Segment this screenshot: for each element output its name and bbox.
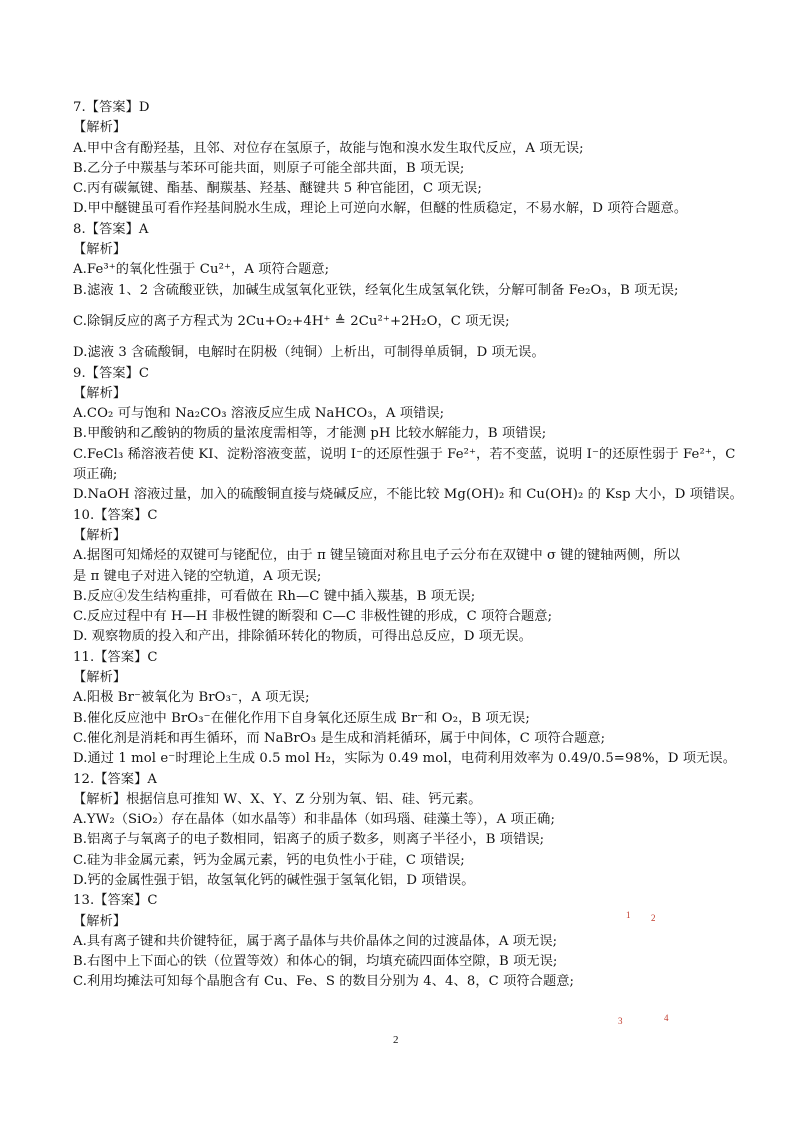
text-line: A.YW₂（SiO₂）存在晶体（如水晶等）和非晶体（如玛瑙、硅藻土等），A 项正确;	[73, 812, 555, 828]
spacer	[73, 332, 763, 343]
margin-mark: 2	[651, 913, 656, 923]
text-line: A.甲中含有酚羟基，且邻、对位存在氢原子，故能与饱和溴水发生取代反应，A 项无误;	[73, 140, 584, 156]
answer-heading-7: 7.【答案】D	[73, 100, 150, 115]
text-line: B.甲酸钠和乙酸钠的物质的量浓度需相等，才能测 pH 比较水解能力，B 项错误;	[73, 426, 547, 442]
analysis-label: 【解析】	[73, 913, 127, 929]
page-number: 2	[393, 1034, 399, 1046]
text-line: B.铝离子与氧离子的电子数相同，铝离子的质子数多，则离子半径小，B 项错误;	[73, 832, 545, 848]
analysis-label: 【解析】	[73, 670, 127, 686]
text-line: A.具有离子键和共价键特征，属于离子晶体与共价晶体之间的过渡晶体，A 项无误;	[73, 933, 558, 949]
analysis-label: 【解析】	[73, 120, 127, 136]
text-line: 是 π 键电子对进入铑的空轨道，A 项无误;	[73, 568, 322, 584]
answer-heading-8: 8.【答案】A	[73, 221, 149, 237]
analysis-label: 【解析】	[73, 242, 127, 258]
text-line: D.通过 1 mol e⁻时理论上生成 0.5 mol H₂，实际为 0.49 mol，电荷利用效率为 0.49/0.5=98%，D 项无误。	[73, 751, 736, 767]
text-line: B.乙分子中羰基与苯环可能共面，则原子可能全部共面，B 项无误;	[73, 160, 465, 176]
answer-heading-11: 11.【答案】C	[73, 649, 158, 665]
analysis-label: 【解析】根据信息可推知 W、X、Y、Z 分别为氧、铝、硅、钙元素。	[73, 791, 482, 807]
text-line: C.催化剂是消耗和再生循环，而 NaBrO₃ 是生成和消耗循环，属于中间体，C 项符合题意;	[73, 730, 606, 746]
text-line: B.反应④发生结构重排，可看做在 Rh—C 键中插入羰基，B 项无误;	[73, 588, 476, 604]
answer-heading-9: 9.【答案】C	[73, 365, 150, 381]
text-line: C.反应过程中有 H—H 非极性键的断裂和 C—C 非极性键的形成，C 项符合题意;	[73, 609, 553, 625]
text-line: A.阳极 Br⁻被氧化为 BrO₃⁻，A 项无误;	[73, 690, 310, 706]
text-line: C.利用均摊法可知每个晶胞含有 Cu、Fe、S 的数目分别为 4、4、8，C 项符合题意;	[73, 974, 575, 990]
text-line: C.FeCl₃ 稀溶液若使 KI、淀粉溶液变蓝，说明 I⁻的还原性强于 Fe²⁺，若不变蓝，说明 I⁻的还原性弱于 Fe²⁺，C	[73, 446, 736, 462]
spacer	[73, 301, 763, 312]
text-line: B.催化反应池中 BrO₃⁻在催化作用下自身氧化还原生成 Br⁻和 O₂，B 项无误;	[73, 710, 530, 726]
text-line: D.滤液 3 含硫酸铜，电解时在阴极（纯铜）上析出，可制得单质铜，D 项无误。	[73, 345, 545, 361]
text-line: A.据图可知烯烃的双键可与铑配位，由于 π 键呈镜面对称且电子云分布在双键中 σ 键的键轴两侧，所以	[73, 548, 681, 564]
text-line: A.Fe³⁺的氧化性强于 Cu²⁺，A 项符合题意;	[73, 262, 330, 278]
text-line: C.丙有碳氟键、酯基、酮羰基、羟基、醚键共 5 种官能团，C 项无误;	[73, 181, 482, 197]
text-line: D.钙的金属性强于铝，故氢氧化钙的碱性强于氢氧化铝，D 项错误。	[73, 872, 475, 888]
text-line: D.甲中醚键虽可看作羟基间脱水生成，理论上可逆向水解，但醚的性质稳定，不易水解，D 项符合题意。	[73, 201, 688, 217]
margin-mark: 1	[626, 910, 631, 920]
document-body	[73, 98, 763, 993]
text-line: D. 观察物质的投入和产出，排除循环转化的物质，可得出总反应，D 项无误。	[73, 629, 532, 645]
analysis-label: 【解析】	[73, 527, 127, 543]
text-line: 项正确;	[73, 467, 118, 483]
answer-heading-10: 10.【答案】C	[73, 507, 158, 523]
text-line: C.硅为非金属元素，钙为金属元素，钙的电负性小于硅，C 项错误;	[73, 852, 465, 868]
analysis-label: 【解析】	[73, 385, 127, 401]
text-line: C.除铜反应的离子方程式为 2Cu+O₂+4H⁺ ≜ 2Cu²⁺+2H₂O，C 项无误;	[73, 313, 510, 329]
margin-mark: 4	[664, 1013, 669, 1023]
text-line: D.NaOH 溶液过量，加入的硫酸铜直接与烧碱反应，不能比较 Mg(OH)₂ 和 Cu(OH)₂ 的 Ksp 大小，D 项错误。	[73, 487, 743, 503]
text-line: B.滤液 1、2 含硫酸亚铁，加碱生成氢氧化亚铁，经氧化生成氢氧化铁，分解可制备 Fe₂O₃，B 项无误;	[73, 282, 679, 298]
text-line: B.右图中上下面心的铁（位置等效）和体心的铜，均填充硫四面体空隙，B 项无误;	[73, 954, 558, 970]
text-line: A.CO₂ 可与饱和 Na₂CO₃ 溶液反应生成 NaHCO₃，A 项错误;	[73, 406, 445, 422]
answer-heading-12: 12.【答案】A	[73, 771, 158, 787]
margin-mark: 3	[618, 1016, 623, 1026]
answer-heading-13: 13.【答案】C	[73, 893, 158, 909]
